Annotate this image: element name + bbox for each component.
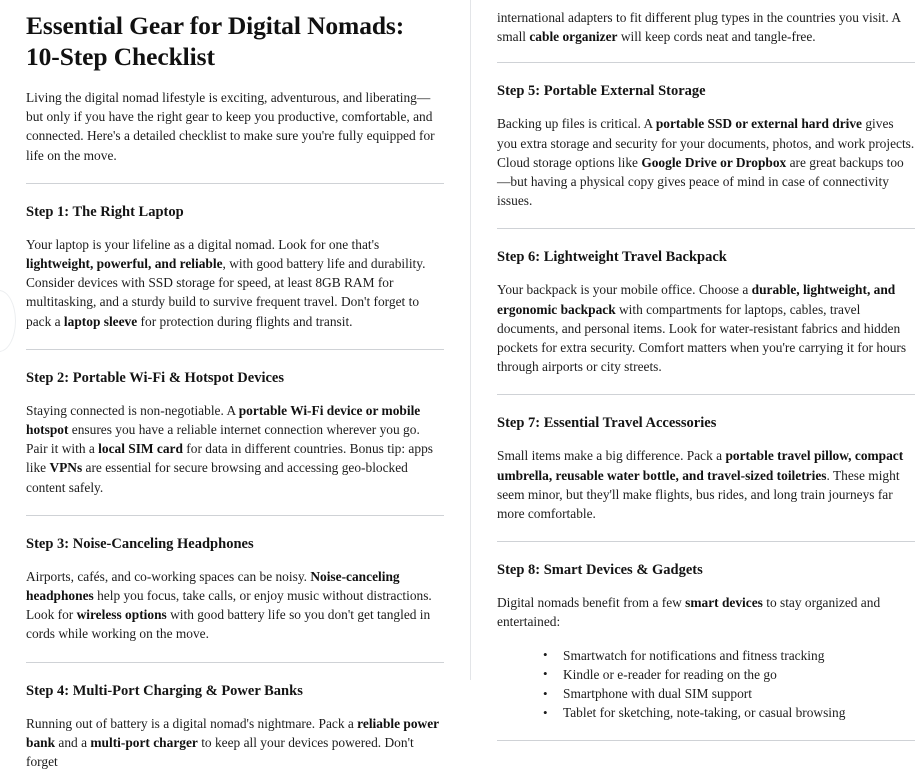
section-step-2 [26,369,444,497]
step-paragraph [26,235,444,331]
plain-text: , with good battery life and durability. Consider devices with SSD storage for speed, at least 8GB RAM for multitasking, and a sturdy build to survive frequent travel. Don't forget to pack a [26,256,426,329]
step-heading: Step 6: Lightweight Travel Backpack [497,249,727,266]
step-heading: Step 1: The Right Laptop [26,203,184,220]
section-divider [26,515,444,516]
emphasis-text: portable Wi-Fi device or mobile hotspot [26,402,421,438]
plain-text: Small items make a big difference. Pack a [497,448,726,464]
plain-text: Your laptop is your lifeline as a digital nomad. Look for one that's [26,236,380,252]
emphasis-text: smart devices [685,595,763,611]
section-step-6 [497,248,915,376]
emphasis-text: reliable power bank [26,715,439,750]
emphasis-text: Noise-canceling headphones [26,568,400,604]
plain-text: for data in different countries. Bonus tip: apps like [26,441,433,476]
list-item: • Smartwatch for notifications and fitness tracking [543,646,915,665]
emphasis-text: Google Drive or Dropbox [641,154,787,170]
plain-text: gives you extra storage and security for your documents, photos, and work projects. Cloud storage options like [497,116,915,170]
section-divider [497,394,915,395]
step-paragraph [497,114,915,210]
plain-text: with compartments for laptops, cables, travel documents, and personal items. Look for water-resistant fabrics and hidden pockets for extra security. Comfort matters when you're carrying it for hours through airports or city streets. [497,301,907,375]
plain-text: are essential for secure browsing and accessing geo-blocked content safely. [26,460,408,495]
plain-text: with good battery life so you don't get tangled in cords while working on the move. [26,607,431,642]
page-title: Essential Gear for Digital Nomads: 10-Step Checklist [26,11,405,71]
plain-text: are great backups too—but having a physical copy gives peace of mind in case of connectivity issues. [497,154,904,209]
plain-text: will keep cords neat and tangle-free. [617,29,816,45]
step-heading: Step 7: Essential Travel Accessories [497,415,717,432]
section-step-3 [26,535,444,644]
plain-text: Backing up files is critical. A [497,116,656,132]
step-heading: Step 8: Smart Devices & Gadgets [497,562,703,579]
plain-text: . These might seem minor, but they'll make flights, bus rides, and long train journeys far more comfortable. [497,467,900,522]
step-paragraph [26,714,444,771]
section-step-8 [497,561,915,722]
step-heading: Step 2: Portable Wi-Fi & Hotspot Devices [26,369,285,386]
emphasis-text: VPNs [49,460,83,476]
section-divider [26,662,444,663]
step-heading: Step 3: Noise-Canceling Headphones [26,535,254,552]
section-step-5 [497,82,915,210]
step-heading: Step 4: Multi-Port Charging & Power Banks [26,682,303,699]
continued-paragraph [497,8,915,46]
step-paragraph [26,567,444,644]
step-paragraph [497,446,915,523]
plain-text: ensures you have a reliable internet connection wherever you go. Pair it with a [26,422,420,457]
list-item: • Tablet for sketching, note-taking, or casual browsing [543,703,915,722]
emphasis-text: wireless options [76,607,167,623]
step-heading: Step 5: Portable External Storage [497,83,706,100]
step-paragraph [26,401,444,497]
emphasis-text: portable travel pillow, compact umbrella, reusable water bottle, and travel-sized toiletries [497,448,904,483]
plain-text: Running out of battery is a digital nomad's nightmare. Pack a [26,715,358,731]
section-divider [497,228,915,229]
emphasis-text: lightweight, powerful, and reliable [26,256,223,272]
emphasis-text: portable SSD or external hard drive [655,116,862,132]
smart-devices-list [497,646,915,723]
intro-paragraph: Living the digital nomad lifestyle is exciting, adventurous, and liberating—but only if you have the right gear to keep you productive, comfortable, and connected. Here's a detailed checklist to make sure you're fully equipped for life on the move. [26,90,435,163]
plain-text: Staying connected is non-negotiable. A [26,402,239,418]
section-step-7 [497,414,915,523]
plain-text: to stay organized and entertained: [497,595,881,630]
section-divider [497,740,915,741]
plain-text: help you focus, take calls, or enjoy music without distractions. Look for [26,588,432,623]
section-divider [26,349,444,350]
plain-text: Digital nomads benefit from a few [497,595,686,611]
section-divider [26,183,444,184]
plain-text: to keep all your devices powered. Don't forget [26,734,414,770]
emphasis-text: durable, lightweight, and ergonomic backpack [497,282,896,317]
plain-text: for protection during flights and transit. [137,313,353,329]
plain-text: international adapters to fit different plug types in the countries you visit. A small [497,10,901,45]
step-paragraph [497,280,915,376]
emphasis-text: laptop sleeve [63,313,138,329]
plain-text: Your backpack is your mobile office. Choose a [497,282,752,298]
right-column [470,0,924,721]
section-step-4 [26,682,444,771]
list-item: • Smartphone with dual SIM support [543,684,915,703]
emphasis-text: cable organizer [529,29,618,45]
section-divider [497,62,915,63]
step-paragraph [497,593,915,631]
emphasis-text: local SIM card [98,441,183,457]
section-step-1 [26,203,444,331]
plain-text: and a [55,734,91,750]
section-divider [497,541,915,542]
list-item: • Kindle or e-reader for reading on the go [543,665,915,684]
plain-text: Airports, cafés, and co-working spaces can be noisy. [26,568,311,584]
emphasis-text: multi-port charger [90,734,198,750]
